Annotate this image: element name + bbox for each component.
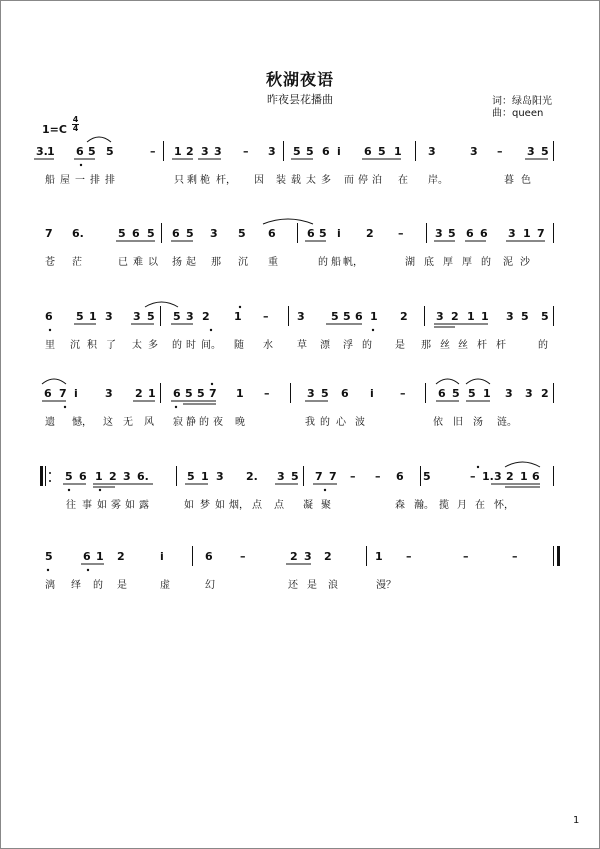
time-signature xyxy=(72,116,79,133)
lyric-char: 点 xyxy=(252,500,262,511)
note: 1 xyxy=(520,470,528,483)
note: 7 xyxy=(209,387,217,400)
song-subtitle: 昨夜昙花播曲 xyxy=(267,93,333,106)
barline xyxy=(424,306,425,326)
note: 2 xyxy=(506,470,514,483)
lyric-char: 这 xyxy=(103,417,113,428)
lyric-char: 是 xyxy=(395,340,405,351)
lyric-char: 我 xyxy=(305,417,315,428)
note: 6 xyxy=(438,387,446,400)
lyric-char: 湖 xyxy=(405,257,415,268)
note: 1 xyxy=(370,310,378,323)
lyric-char: 怀， xyxy=(494,500,514,511)
note: 3 xyxy=(186,310,194,323)
lyric-char: 重 xyxy=(268,257,278,268)
lyric-char: 太 xyxy=(306,175,316,186)
lyric-char: 难 xyxy=(133,257,143,268)
barline xyxy=(553,466,554,486)
lyric-char: 那 xyxy=(211,257,221,268)
note: – xyxy=(470,470,476,483)
lyric-char: 水 xyxy=(263,340,273,351)
lyric-char: 如 xyxy=(97,500,107,511)
lyric-char: 而 xyxy=(344,175,354,186)
note: 5 xyxy=(88,145,96,158)
lyric-char: 的 xyxy=(538,340,548,351)
note: – xyxy=(243,145,249,158)
lyric-char: 草 xyxy=(297,340,307,351)
repeat-start-thick xyxy=(40,466,43,486)
barline xyxy=(297,223,298,243)
note: 1 xyxy=(467,310,475,323)
score-row xyxy=(0,145,600,205)
note: 3 xyxy=(123,470,131,483)
note: 5 xyxy=(541,310,549,323)
note: 2 xyxy=(366,227,374,240)
lyric-char: 森 xyxy=(395,500,405,511)
lyric-char: 杆， xyxy=(216,175,236,186)
lyric-char: 色 xyxy=(521,175,531,186)
note: 5 xyxy=(331,310,339,323)
lyric-char: 苍 xyxy=(45,257,55,268)
barline xyxy=(553,223,554,243)
note: 6 xyxy=(322,145,330,158)
note: 3 xyxy=(214,145,222,158)
note: 1 xyxy=(236,387,244,400)
note: – xyxy=(398,227,404,240)
lyric-char: 的 xyxy=(481,257,491,268)
score-row xyxy=(0,550,600,610)
note: 7 xyxy=(45,227,53,240)
barline xyxy=(163,141,164,161)
note: 5 xyxy=(448,227,456,240)
lyric-char: 只 xyxy=(174,175,184,186)
note: 1 xyxy=(234,310,242,323)
final-barline-thick xyxy=(557,546,560,566)
lyric-char: 往 xyxy=(66,500,76,511)
note: 2 xyxy=(135,387,143,400)
lyric-char: 沉 xyxy=(238,257,248,268)
note: 3 xyxy=(470,145,478,158)
lyric-char: 岸。 xyxy=(428,175,448,186)
lyric-char: 排 xyxy=(90,175,100,186)
score-row xyxy=(0,470,600,530)
final-barline-thin xyxy=(553,546,554,566)
note: 5 xyxy=(319,227,327,240)
lyric-char: 桅 xyxy=(200,175,210,186)
note: 5 xyxy=(291,470,299,483)
lyric-char: 漫？ xyxy=(376,580,396,591)
lyric-char: 载 xyxy=(291,175,301,186)
note: 2 xyxy=(451,310,459,323)
barline xyxy=(288,306,289,326)
lyric-char: 虚 xyxy=(160,580,170,591)
note: 3 xyxy=(201,145,209,158)
lyric-char: 积 xyxy=(87,340,97,351)
note: 3 xyxy=(307,387,315,400)
lyric-char: 一 xyxy=(75,175,85,186)
lyric-char: 间。 xyxy=(201,340,221,351)
lyric-char: 了 xyxy=(106,340,116,351)
note: 3 xyxy=(277,470,285,483)
note: 2 xyxy=(400,310,408,323)
time-signature-bottom: 4 xyxy=(72,124,79,133)
note: 3 xyxy=(436,310,444,323)
note: 6 xyxy=(172,227,180,240)
note: 2 xyxy=(202,310,210,323)
note: 5 xyxy=(106,145,114,158)
lyric-char: 多 xyxy=(321,175,331,186)
lyric-char: 太 xyxy=(132,340,142,351)
note: 2. xyxy=(246,470,258,483)
note: 5 xyxy=(452,387,460,400)
lyric-char: 如 xyxy=(184,500,194,511)
lyric-char: 夜 xyxy=(213,417,223,428)
note: 6 xyxy=(83,550,91,563)
note: i xyxy=(160,550,164,563)
lyric-char: 杆 xyxy=(496,340,506,351)
lyric-char: 的 xyxy=(318,257,328,268)
note: 3 xyxy=(527,145,535,158)
lyric-char: 心 xyxy=(336,417,346,428)
lyric-char: 多 xyxy=(148,340,158,351)
repeat-start-thin xyxy=(45,466,46,486)
note: 6 xyxy=(79,470,87,483)
note: – xyxy=(150,145,156,158)
note: 6 xyxy=(307,227,315,240)
barline xyxy=(176,466,177,486)
lyric-char: 寂 xyxy=(173,417,183,428)
barline xyxy=(415,141,416,161)
note: 7 xyxy=(315,470,323,483)
note: i xyxy=(337,227,341,240)
lyric-char: 在 xyxy=(398,175,408,186)
score-row xyxy=(0,227,600,287)
lyric-char: 已 xyxy=(118,257,128,268)
note: 1 xyxy=(89,310,97,323)
lyric-char: 里 xyxy=(45,340,55,351)
lyric-char: 以 xyxy=(148,257,158,268)
note: 6 xyxy=(45,310,53,323)
note: 5 xyxy=(185,387,193,400)
lyric-char: 幻 xyxy=(205,580,215,591)
note: 2 xyxy=(324,550,332,563)
lyric-char: 沙 xyxy=(520,257,530,268)
note: 5 xyxy=(118,227,126,240)
lyric-char: 屋 xyxy=(60,175,70,186)
lyric-char: 如 xyxy=(215,500,225,511)
note: i xyxy=(74,387,78,400)
note: 3 xyxy=(428,145,436,158)
lyric-char: 依 xyxy=(433,417,443,428)
note: 2 xyxy=(186,145,194,158)
lyric-char: 还 xyxy=(288,580,298,591)
page-number: 1 xyxy=(573,815,580,826)
note: i xyxy=(370,387,374,400)
note: – xyxy=(264,387,270,400)
note: 5 xyxy=(65,470,73,483)
time-signature-top: 4 xyxy=(72,115,79,124)
barline xyxy=(161,223,162,243)
note: 5 xyxy=(541,145,549,158)
note: i xyxy=(337,145,341,158)
barline xyxy=(283,141,284,161)
lyric-char: 泥 xyxy=(503,257,513,268)
note: 5 xyxy=(293,145,301,158)
note: – xyxy=(375,470,381,483)
lyric-char: 瀚。 xyxy=(414,500,434,511)
score-row xyxy=(0,310,600,370)
note: 3 xyxy=(133,310,141,323)
note: 3 xyxy=(435,227,443,240)
note: 5 xyxy=(423,470,431,483)
note: 3 xyxy=(268,145,276,158)
lyric-char: 停 xyxy=(358,175,368,186)
lyric-char: 的 xyxy=(93,580,103,591)
lyric-char: 的 xyxy=(172,340,182,351)
barline xyxy=(303,466,304,486)
barline xyxy=(366,546,367,566)
lyric-char: 憾， xyxy=(72,417,92,428)
note: 6 xyxy=(480,227,488,240)
lyric-char: 丝 xyxy=(458,340,468,351)
note: 1 xyxy=(483,387,491,400)
note: – xyxy=(400,387,406,400)
note: 6 xyxy=(355,310,363,323)
lyricist-credit: 词：绿岛阳光 xyxy=(492,96,552,107)
note: – xyxy=(406,550,412,563)
note: 3 xyxy=(297,310,305,323)
lyric-char: 汤 xyxy=(473,417,483,428)
note: 5 xyxy=(187,470,195,483)
note: 5 xyxy=(147,227,155,240)
note: 1 xyxy=(47,145,55,158)
note: 1 xyxy=(148,387,156,400)
lyric-char: 厚 xyxy=(462,257,472,268)
lyric-char: 的 xyxy=(320,417,330,428)
lyric-char: 涟。 xyxy=(497,417,517,428)
note: 5 xyxy=(468,387,476,400)
lyric-char: 随 xyxy=(234,340,244,351)
note: 5 xyxy=(378,145,386,158)
lyric-char: 绎 xyxy=(71,580,81,591)
lyric-char: 的 xyxy=(362,340,372,351)
barline xyxy=(420,466,421,486)
lyric-char: 漂 xyxy=(320,340,330,351)
note: – xyxy=(263,310,269,323)
lyric-char: 剩 xyxy=(187,175,197,186)
lyric-char: 浮 xyxy=(343,340,353,351)
note: 6 xyxy=(268,227,276,240)
lyric-char: 烟， xyxy=(229,500,249,511)
lyric-char: 帆， xyxy=(343,257,363,268)
note: 6 xyxy=(341,387,349,400)
note: 1 xyxy=(95,470,103,483)
note: 5 xyxy=(173,310,181,323)
lyric-char: 漓 xyxy=(45,580,55,591)
note: 3 xyxy=(304,550,312,563)
note: 6 xyxy=(132,227,140,240)
note: 2 xyxy=(541,387,549,400)
lyric-char: 事 xyxy=(82,500,92,511)
note: 3 xyxy=(508,227,516,240)
note: 1 xyxy=(481,310,489,323)
note: 6 xyxy=(76,145,84,158)
lyric-char: 起 xyxy=(186,257,196,268)
lyric-char: 旧 xyxy=(453,417,463,428)
note: 6 xyxy=(532,470,540,483)
note: 6 xyxy=(364,145,372,158)
note: 1 xyxy=(201,470,209,483)
note: 7 xyxy=(59,387,67,400)
lyric-char: 月 xyxy=(457,500,467,511)
lyric-char: 船 xyxy=(45,175,55,186)
note: 1 xyxy=(523,227,531,240)
lyric-char: 沉 xyxy=(70,340,80,351)
barline xyxy=(160,383,161,403)
note: – xyxy=(463,550,469,563)
note: 3 xyxy=(525,387,533,400)
note: 6 xyxy=(396,470,404,483)
lyric-char: 是 xyxy=(117,580,127,591)
lyric-char: 的 xyxy=(199,417,209,428)
barline xyxy=(553,306,554,326)
note: 3 xyxy=(105,387,113,400)
note: 6. xyxy=(137,470,149,483)
lyric-char: 排 xyxy=(105,175,115,186)
lyric-char: 泊 xyxy=(372,175,382,186)
barline xyxy=(553,141,554,161)
lyric-char: 梦 xyxy=(200,500,210,511)
lyric-char: 那 xyxy=(421,340,431,351)
note: 5 xyxy=(147,310,155,323)
lyric-char: 雾 xyxy=(111,500,121,511)
lyric-char: 船 xyxy=(331,257,341,268)
note: 6 xyxy=(205,550,213,563)
lyric-char: 扬 xyxy=(172,257,182,268)
lyric-char: 点 xyxy=(274,500,284,511)
note: 3. xyxy=(36,145,48,158)
key-signature: 1=C xyxy=(42,123,67,136)
note: 1 xyxy=(174,145,182,158)
lyric-char: 聚 xyxy=(321,500,331,511)
note: 1 xyxy=(375,550,383,563)
note: 1 xyxy=(394,145,402,158)
note: 3 xyxy=(210,227,218,240)
lyric-char: 在 xyxy=(475,500,485,511)
barline xyxy=(290,383,291,403)
note: 2 xyxy=(109,470,117,483)
lyric-char: 揽 xyxy=(439,500,449,511)
lyric-char: 丝 xyxy=(440,340,450,351)
note: – xyxy=(497,145,503,158)
barline xyxy=(192,546,193,566)
lyric-char: 底 xyxy=(424,257,434,268)
lyric-char: 晚 xyxy=(235,417,245,428)
note: 5 xyxy=(521,310,529,323)
lyric-char: 露 xyxy=(139,500,149,511)
note: 5 xyxy=(197,387,205,400)
note: 3 xyxy=(216,470,224,483)
barline xyxy=(425,383,426,403)
note: 3 xyxy=(494,470,502,483)
lyric-char: 是 xyxy=(307,580,317,591)
lyric-char: 波 xyxy=(355,417,365,428)
barline xyxy=(553,383,554,403)
lyric-char: 遗 xyxy=(45,417,55,428)
lyric-char: 静 xyxy=(186,417,196,428)
note: 6 xyxy=(173,387,181,400)
song-title: 秋湖夜语 xyxy=(265,70,334,89)
lyric-char: 浪 xyxy=(328,580,338,591)
note: 6. xyxy=(72,227,84,240)
note: 2 xyxy=(290,550,298,563)
note: 5 xyxy=(321,387,329,400)
lyric-char: 厚 xyxy=(443,257,453,268)
note: 5 xyxy=(76,310,84,323)
lyric-char: 如 xyxy=(125,500,135,511)
note: 5 xyxy=(45,550,53,563)
lyric-char: 凝 xyxy=(303,500,313,511)
lyric-char: 杆 xyxy=(477,340,487,351)
note: – xyxy=(512,550,518,563)
note: 2 xyxy=(117,550,125,563)
lyric-char: 风 xyxy=(144,417,154,428)
note: 5 xyxy=(306,145,314,158)
repeat-dot xyxy=(49,472,51,474)
note: 6 xyxy=(466,227,474,240)
note: 5 xyxy=(186,227,194,240)
barline xyxy=(426,223,427,243)
note: 1. xyxy=(482,470,494,483)
note: 7 xyxy=(537,227,545,240)
repeat-dot xyxy=(49,480,51,482)
note: – xyxy=(240,550,246,563)
composer-credit: 曲：queen xyxy=(492,108,544,119)
note: 3 xyxy=(505,387,513,400)
lyric-char: 时 xyxy=(186,340,196,351)
note: 5 xyxy=(238,227,246,240)
lyric-char: 无 xyxy=(123,417,133,428)
lyric-char: 茫 xyxy=(72,257,82,268)
note: 5 xyxy=(343,310,351,323)
lyric-char: 装 xyxy=(276,175,286,186)
note: – xyxy=(350,470,356,483)
note: 3 xyxy=(105,310,113,323)
note: 1 xyxy=(96,550,104,563)
barline xyxy=(160,306,161,326)
lyric-char: 因 xyxy=(254,175,264,186)
note: 3 xyxy=(506,310,514,323)
note: 7 xyxy=(329,470,337,483)
note: 6 xyxy=(44,387,52,400)
score-row xyxy=(0,387,600,447)
lyric-char: 暮 xyxy=(504,175,514,186)
